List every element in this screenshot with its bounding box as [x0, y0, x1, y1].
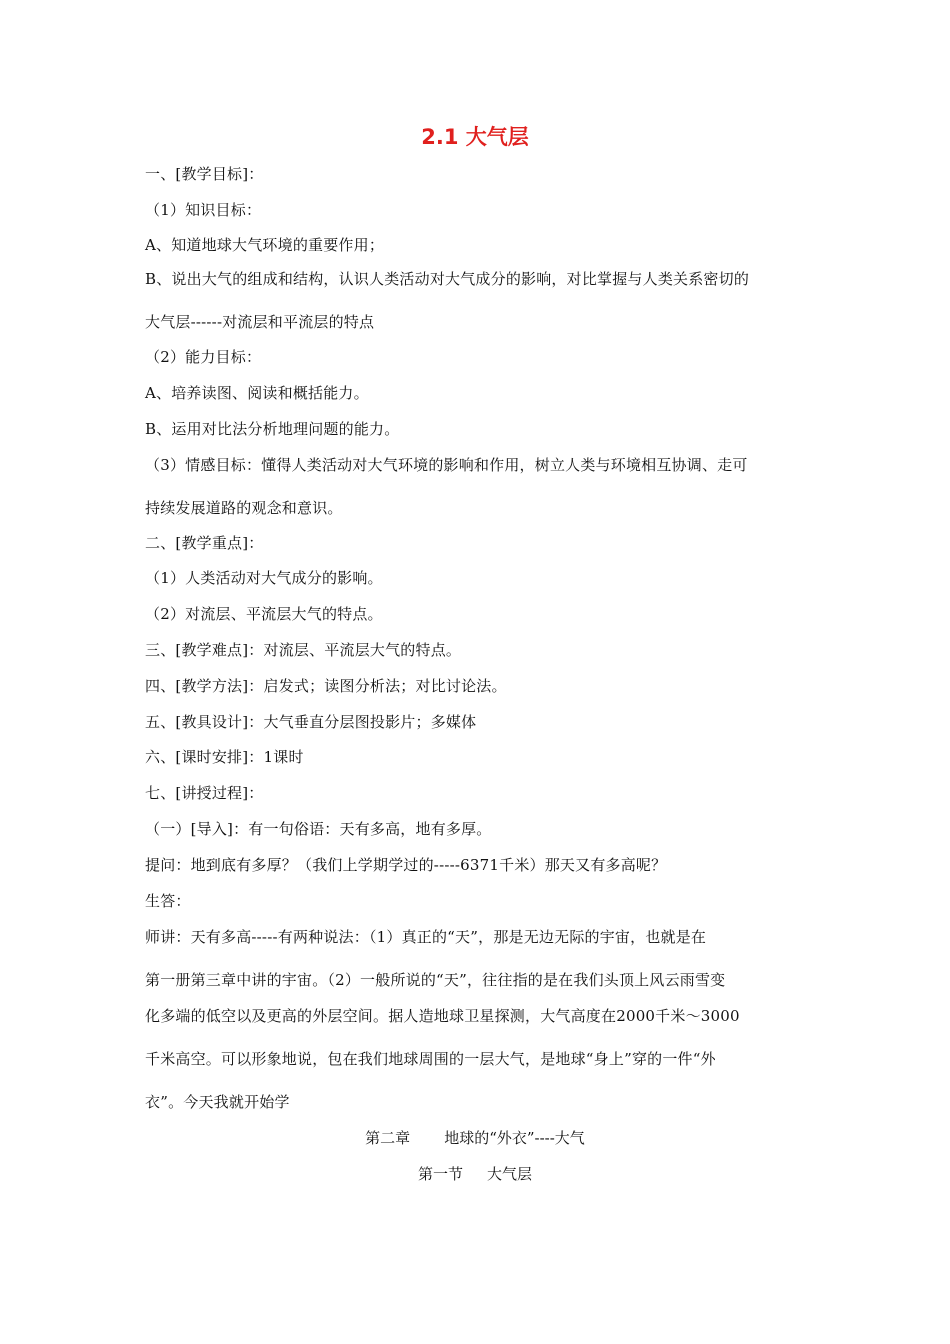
section-title: 大气层: [487, 1165, 533, 1183]
chapter-number: 第二章: [365, 1129, 411, 1147]
text-line-2: （1）知识目标：: [145, 201, 262, 219]
text-line-8: B、运用对比法分析地理问题的能力。: [145, 420, 400, 438]
text-line-6: （2）能力目标：: [145, 348, 262, 366]
text-line-22: 师讲：天有多高-----有两种说法：（1）真正的“天”，那是无边无际的宇宙，也就是在: [145, 928, 707, 946]
text-line-18: 七、[讲授过程]：: [145, 784, 264, 802]
text-line-1: 一、[教学目标]：: [145, 165, 264, 183]
text-line-24: 化多端的低空以及更高的外层空间。据人造地球卫星探测，大气高度在2000千米～3000: [145, 1007, 740, 1025]
text-line-16: 五、[教具设计]：大气垂直分层图投影片；多媒体: [145, 713, 477, 731]
text-line-25: 千米高空。可以形象地说，包在我们地球周围的一层大气，是地球“身上”穿的一件“外: [145, 1050, 716, 1068]
section-heading: [0, 1163, 950, 1185]
document-title: 2.1 大气层: [421, 125, 529, 149]
text-line-5: 大气层------对流层和平流层的特点: [145, 313, 375, 331]
text-line-14: 三、[教学难点]：对流层、平流层大气的特点。: [145, 641, 462, 659]
text-line-21: 生答：: [145, 892, 191, 910]
text-line-26: 衣”。今天我就开始学: [145, 1093, 290, 1111]
text-line-4: B、说出大气的组成和结构，认识人类活动对大气成分的影响，对比掌握与人类关系密切的: [145, 270, 750, 288]
text-line-12: （1）人类活动对大气成分的影响。: [145, 569, 383, 587]
chapter-heading: [0, 1127, 950, 1149]
text-line-20: 提问：地到底有多厚？（我们上学期学过的-----6371千米）那天又有多高呢？: [145, 856, 667, 874]
chapter-title: 地球的“外衣”----大气: [444, 1129, 585, 1147]
text-line-11: 二、[教学重点]：: [145, 534, 264, 552]
text-line-23: 第一册第三章中讲的宇宙。（2）一般所说的“天”，往往指的是在我们头顶上风云雨雪变: [145, 971, 726, 989]
section-number: 第一节: [417, 1165, 463, 1183]
text-line-19: （一）[导入]：有一句俗语：天有多高，地有多厚。: [145, 820, 492, 838]
text-line-7: A、培养读图、阅读和概括能力。: [145, 384, 369, 402]
text-line-17: 六、[课时安排]：1课时: [145, 748, 304, 766]
text-line-13: （2）对流层、平流层大气的特点。: [145, 605, 383, 623]
text-line-9: （3）情感目标：懂得人类活动对大气环境的影响和作用，树立人类与环境相互协调、走可: [145, 456, 748, 474]
text-line-3: A、知道地球大气环境的重要作用；: [145, 236, 385, 254]
text-line-15: 四、[教学方法]：启发式；读图分析法；对比讨论法。: [145, 677, 507, 695]
text-line-10: 持续发展道路的观念和意识。: [145, 499, 343, 517]
